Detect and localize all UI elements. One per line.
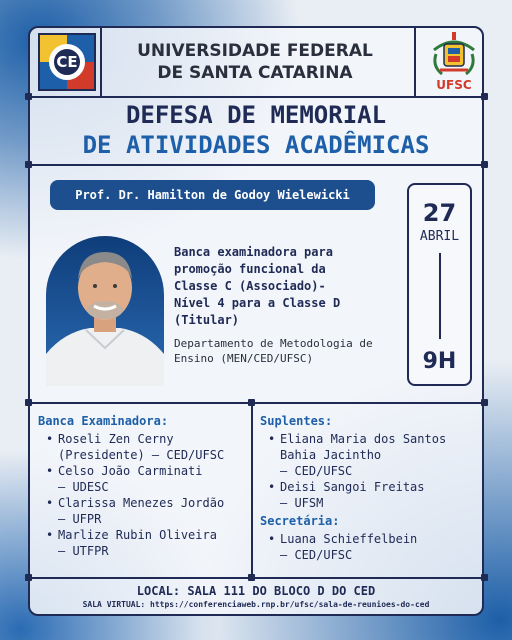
secretaria-heading: Secretária: xyxy=(260,514,340,528)
corner-dot xyxy=(25,574,32,581)
corner-dot xyxy=(481,574,488,581)
ufsc-emblem-icon xyxy=(428,30,480,80)
date-separator xyxy=(439,253,441,339)
ced-logo-mark: CE xyxy=(49,44,85,80)
corner-dot xyxy=(248,574,255,581)
corner-dot xyxy=(481,399,488,406)
ced-logo xyxy=(38,33,96,91)
corner-dot xyxy=(248,399,255,406)
divider-header-left xyxy=(100,26,102,96)
list-item: • Roseli Zen Cerny (Presidente) – CED/UFSC xyxy=(44,431,248,463)
list-item: • Eliana Maria dos Santos Bahia Jacintho – CED/UFSC xyxy=(266,431,480,479)
corner-dot xyxy=(25,161,32,168)
event-location: LOCAL: SALA 111 DO BLOCO D DO CED xyxy=(136,584,376,598)
banca-heading: Banca Examinadora: xyxy=(38,414,169,428)
corner-dot xyxy=(481,161,488,168)
corner-dot xyxy=(25,399,32,406)
event-title-line2: DE ATIVIDADES ACADÊMICAS xyxy=(82,131,430,159)
divider-footer xyxy=(28,577,484,579)
date-hour: 9H xyxy=(422,349,457,374)
department: Departamento de Metodologia de Ensino (MEN/CED/UFSC) xyxy=(174,337,373,365)
list-item: • Clarissa Menezes Jordão – UFPR xyxy=(44,495,248,527)
ufsc-label: UFSC xyxy=(436,78,472,92)
portrait-illustration xyxy=(46,236,164,386)
divider-lists xyxy=(251,402,253,577)
date-day: 27 xyxy=(422,199,457,227)
divider-title xyxy=(28,164,484,166)
list-item: • Deisi Sangoi Freitas – UFSM xyxy=(266,479,480,511)
corner-dot xyxy=(481,93,488,100)
candidate-name: Prof. Dr. Hamilton de Godoy Wielewicki xyxy=(50,180,375,210)
list-item: • Celso João Carminati – UDESC xyxy=(44,463,248,495)
divider-middle xyxy=(28,402,484,404)
university-name: UNIVERSIDADE FEDERAL DE SANTA CATARINA xyxy=(137,41,373,83)
candidate-photo xyxy=(46,236,164,386)
divider-header xyxy=(28,96,484,98)
date-month: ABRIL xyxy=(419,229,460,244)
banca-list xyxy=(44,431,248,559)
virtual-room-link[interactable]: SALA VIRTUAL: https://conferenciaweb.rnp.br/ufsc/sala-de-reunioes-do-ced xyxy=(82,600,430,609)
event-title-line1: DEFESA DE MEMORIAL xyxy=(125,101,387,129)
corner-dot xyxy=(25,93,32,100)
banca-description: Banca examinadora para promoção funcional da Classe C (Associado)- Nível 4 para a Classe D (Titular) xyxy=(174,245,341,327)
list-item: • Luana Schieffelbein – CED/UFSC xyxy=(266,531,480,563)
suplentes-list xyxy=(266,431,480,511)
list-item: • Marlize Rubin Oliveira – UTFPR xyxy=(44,527,248,559)
event-title xyxy=(32,100,480,160)
divider-header-right xyxy=(414,26,416,96)
date-box xyxy=(407,183,472,386)
suplentes-heading: Suplentes: xyxy=(260,414,333,428)
secretaria-list xyxy=(266,531,480,563)
